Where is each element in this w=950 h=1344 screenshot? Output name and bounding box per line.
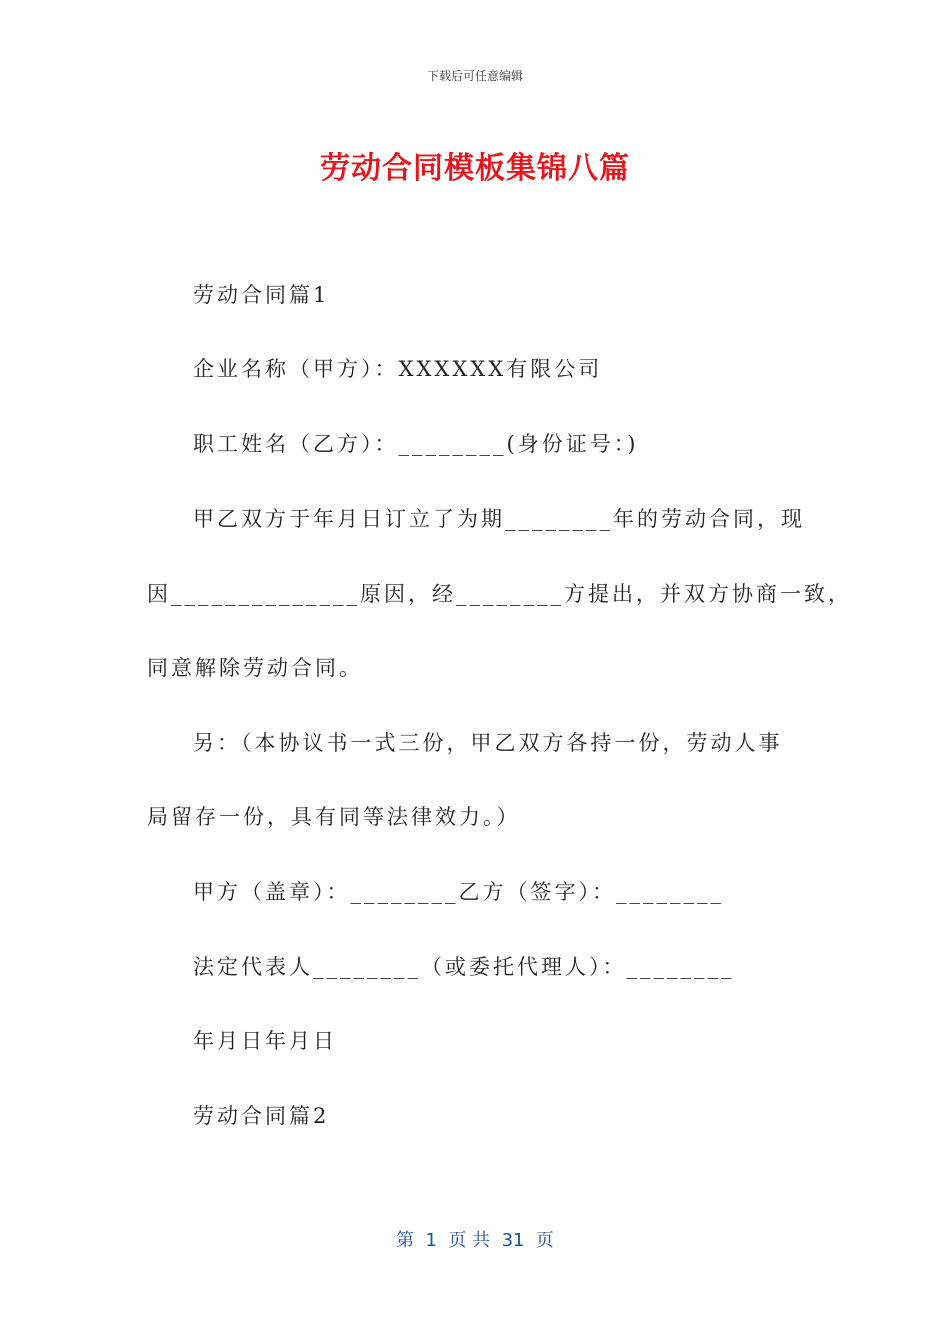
date-line: 年月日年月日 <box>193 1029 337 1053</box>
page-number: 第 1 页 共 31 页 <box>396 1230 554 1251</box>
paragraph-line: 另：（本协议书一式三份，甲乙双方各持一份，劳动人事 <box>193 731 783 755</box>
company-name-line: 企业名称（甲方）：XXXXXX有限公司 <box>193 357 603 381</box>
section-heading-2: 劳动合同篇2 <box>193 1104 330 1128</box>
paragraph-line: 甲乙双方于年月日订立了为期________年的劳动合同，现 <box>193 507 805 531</box>
header-note: 下载后可任意编辑 <box>426 69 523 83</box>
paragraph-line: 因______________原因，经________方提出，并双方协商一致， <box>147 582 852 606</box>
paragraph-line: 同意解除劳动合同。 <box>147 656 363 680</box>
signature-line: 甲方（盖章）：________乙方（签字）：________ <box>193 880 724 904</box>
representative-line: 法定代表人________（或委托代理人）：________ <box>193 955 735 979</box>
document-title: 劳动合同模板集锦八篇 <box>320 151 630 186</box>
employee-name-line: 职工姓名（乙方）：________(身份证号：) <box>193 432 639 456</box>
paragraph-line: 局留存一份，具有同等法律效力。） <box>147 805 521 829</box>
section-heading-1: 劳动合同篇1 <box>193 283 330 307</box>
